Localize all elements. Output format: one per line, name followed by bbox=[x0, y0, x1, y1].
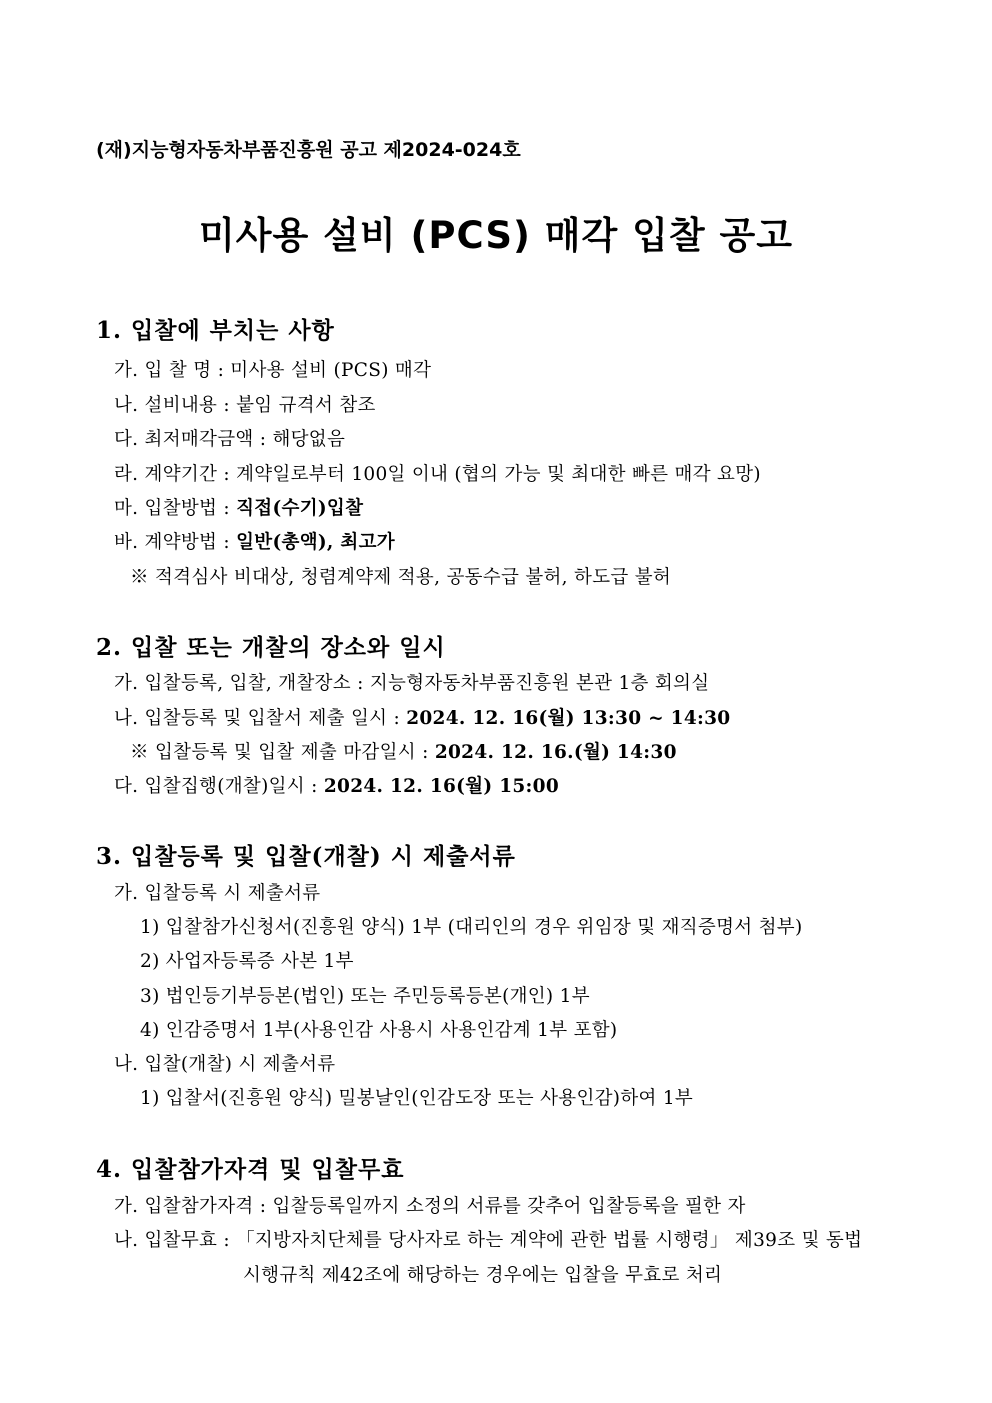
item-ba-label: 바. 계약방법 : bbox=[114, 532, 237, 553]
section-1-item-ga: 가. 입 찰 명 : 미사용 설비 (PCS) 매각 bbox=[114, 360, 432, 381]
item-da-value: 2024. 12. 16(월) 15:00 bbox=[323, 776, 560, 797]
section-3-heading: 3. 입찰등록 및 입찰(개찰) 시 제출서류 bbox=[96, 843, 516, 870]
section-3-ga-3: 3) 법인등기부등본(법인) 또는 주민등록등본(개인) 1부 bbox=[140, 986, 590, 1007]
section-4-item-na-cont: 시행규칙 제42조에 해당하는 경우에는 입찰을 무효로 처리 bbox=[243, 1265, 723, 1286]
section-3-ga-2: 2) 사업자등록증 사본 1부 bbox=[140, 951, 354, 972]
note-label: ※ 입찰등록 및 입찰 제출 마감일시 : bbox=[130, 742, 435, 763]
section-1-item-ma bbox=[114, 494, 363, 520]
section-3-ga-4: 4) 인감증명서 1부(사용인감 사용시 사용인감계 1부 포함) bbox=[140, 1020, 618, 1041]
section-1-item-na: 나. 설비내용 : 붙임 규격서 참조 bbox=[114, 395, 376, 416]
item-ma-label: 마. 입찰방법 : bbox=[114, 498, 237, 519]
section-1-heading: 1. 입찰에 부치는 사항 bbox=[96, 317, 335, 344]
section-4-heading: 4. 입찰참가자격 및 입찰무효 bbox=[96, 1156, 405, 1183]
note-value: 2024. 12. 16.(월) 14:30 bbox=[434, 742, 677, 763]
section-1-note: ※ 적격심사 비대상, 청렴계약제 적용, 공동수급 불허, 하도급 불허 bbox=[130, 567, 672, 588]
notice-number: (재)지능형자동차부품진흥원 공고 제2024-024호 bbox=[96, 139, 521, 161]
section-2-note bbox=[130, 738, 677, 764]
section-3-ga-1: 1) 입찰참가신청서(진흥원 양식) 1부 (대리인의 경우 위임장 및 재직증명서 첨부) bbox=[140, 917, 803, 938]
section-2-item-ga: 가. 입찰등록, 입찰, 개찰장소 : 지능형자동차부품진흥원 본관 1층 회의실 bbox=[114, 673, 710, 694]
item-da-label: 다. 입찰집행(개찰)일시 : bbox=[114, 776, 324, 797]
section-3-item-ga: 가. 입찰등록 시 제출서류 bbox=[114, 883, 321, 904]
item-ma-value: 직접(수기)입찰 bbox=[236, 498, 364, 519]
section-2-heading: 2. 입찰 또는 개찰의 장소와 일시 bbox=[96, 634, 446, 661]
section-1-item-ra: 라. 계약기간 : 계약일로부터 100일 이내 (협의 가능 및 최대한 빠른 매각 요망) bbox=[114, 464, 761, 485]
section-2-item-da bbox=[114, 772, 559, 798]
section-4-item-na: 나. 입찰무효 : 「지방자치단체를 당사자로 하는 계약에 관한 법률 시행령」 제39조 및 동법 bbox=[114, 1230, 863, 1251]
section-1-item-ba bbox=[114, 528, 395, 554]
document-title: 미사용 설비 (PCS) 매각 입찰 공고 bbox=[199, 214, 793, 257]
section-1-item-da: 다. 최저매각금액 : 해당없음 bbox=[114, 429, 346, 450]
section-3-na-1: 1) 입찰서(진흥원 양식) 밀봉날인(인감도장 또는 사용인감)하여 1부 bbox=[140, 1088, 694, 1109]
section-2-item-na bbox=[114, 704, 730, 730]
item-na-label: 나. 입찰등록 및 입찰서 제출 일시 : bbox=[114, 708, 407, 729]
section-4-item-ga: 가. 입찰참가자격 : 입찰등록일까지 소정의 서류를 갖추어 입찰등록을 필한 자 bbox=[114, 1196, 746, 1217]
item-ba-value: 일반(총액), 최고가 bbox=[236, 532, 395, 553]
section-3-item-na: 나. 입찰(개찰) 시 제출서류 bbox=[114, 1054, 336, 1075]
item-na-value: 2024. 12. 16(월) 13:30 ~ 14:30 bbox=[406, 708, 731, 729]
